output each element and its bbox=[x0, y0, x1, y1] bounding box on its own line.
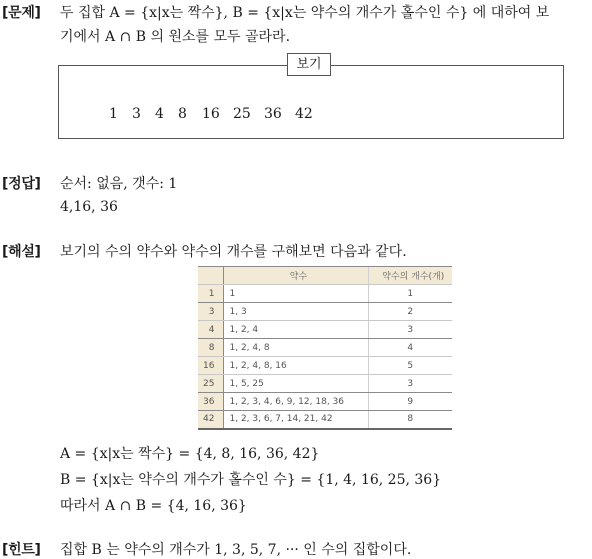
table-cell: 4 bbox=[368, 339, 452, 357]
table-row bbox=[198, 375, 452, 393]
problem-line-2: 기에서 A ∩ B 의 원소를 모두 골라라. bbox=[60, 29, 291, 45]
equation-intersection: 따라서 A ∩ B = {4, 16, 36} bbox=[60, 498, 247, 514]
bogi-number: 25 bbox=[233, 106, 251, 122]
problem-line-1: 두 집합 A = {x|x는 짝수}, B = {x|x는 약수의 개수가 홀수인 수} 에 대하여 보 bbox=[60, 5, 550, 21]
table-header: 약수의 개수(개) bbox=[368, 267, 452, 285]
hint-text: 집합 B 는 약수의 개수가 1, 3, 5, 7, ··· 인 수의 집합이다. bbox=[60, 542, 412, 558]
table-cell: 42 bbox=[198, 411, 223, 429]
bogi-number: 4 bbox=[155, 106, 164, 122]
bogi-title: 보기 bbox=[287, 53, 331, 76]
equation-set-a: A = {x|x는 짝수} = {4, 8, 16, 36, 42} bbox=[60, 446, 320, 462]
answer-line-1: 순서: 없음, 갯수: 1 bbox=[60, 176, 178, 192]
answer-line-2: 4,16, 36 bbox=[60, 199, 118, 215]
table-cell: 1 bbox=[368, 285, 452, 303]
table-cell: 9 bbox=[368, 393, 452, 411]
table-cell: 3 bbox=[198, 303, 223, 321]
table-row bbox=[198, 393, 452, 411]
answer-label: [정답] bbox=[2, 176, 41, 192]
table-cell: 8 bbox=[198, 339, 223, 357]
table-cell: 3 bbox=[368, 375, 452, 393]
table-cell: 4 bbox=[198, 321, 223, 339]
table-row bbox=[198, 285, 452, 303]
bogi-number: 8 bbox=[178, 106, 187, 122]
bogi-box bbox=[58, 65, 564, 139]
table-cell: 1, 2, 4 bbox=[223, 321, 368, 339]
table-cell: 1 bbox=[198, 285, 223, 303]
bogi-number: 16 bbox=[202, 106, 220, 122]
table-cell: 3 bbox=[368, 321, 452, 339]
table-cell: 8 bbox=[368, 411, 452, 429]
divisor-table bbox=[198, 266, 452, 430]
table-row bbox=[198, 303, 452, 321]
table-row bbox=[198, 339, 452, 357]
table-cell: 2 bbox=[368, 303, 452, 321]
bogi-number: 1 bbox=[109, 106, 118, 122]
table-cell: 1, 2, 3, 4, 6, 9, 12, 18, 36 bbox=[223, 393, 368, 411]
equation-set-b: B = {x|x는 약수의 개수가 홀수인 수} = {1, 4, 16, 25, 36} bbox=[60, 472, 442, 488]
table-header bbox=[198, 267, 223, 285]
table-cell: 1, 2, 3, 6, 7, 14, 21, 42 bbox=[223, 411, 368, 429]
table-cell: 16 bbox=[198, 357, 223, 375]
table-cell: 25 bbox=[198, 375, 223, 393]
table-row bbox=[198, 357, 452, 375]
table-header-row bbox=[198, 267, 452, 285]
problem-label: [문제] bbox=[2, 5, 41, 21]
solution-intro: 보기의 수의 약수와 약수의 개수를 구해보면 다음과 같다. bbox=[60, 244, 407, 260]
bogi-number: 36 bbox=[264, 106, 282, 122]
bogi-numbers bbox=[0, 106, 592, 124]
hint-label: [힌트] bbox=[2, 542, 41, 558]
table-cell: 1, 5, 25 bbox=[223, 375, 368, 393]
table-cell: 36 bbox=[198, 393, 223, 411]
table-header: 약수 bbox=[223, 267, 368, 285]
table-row bbox=[198, 411, 452, 429]
table-cell: 1, 2, 4, 8, 16 bbox=[223, 357, 368, 375]
solution-label: [해설] bbox=[2, 244, 41, 260]
bogi-number: 3 bbox=[132, 106, 141, 122]
table-row bbox=[198, 321, 452, 339]
bogi-number: 42 bbox=[295, 106, 313, 122]
table-cell: 1 bbox=[223, 285, 368, 303]
table-cell: 1, 2, 4, 8 bbox=[223, 339, 368, 357]
table-cell: 1, 3 bbox=[223, 303, 368, 321]
table-cell: 5 bbox=[368, 357, 452, 375]
